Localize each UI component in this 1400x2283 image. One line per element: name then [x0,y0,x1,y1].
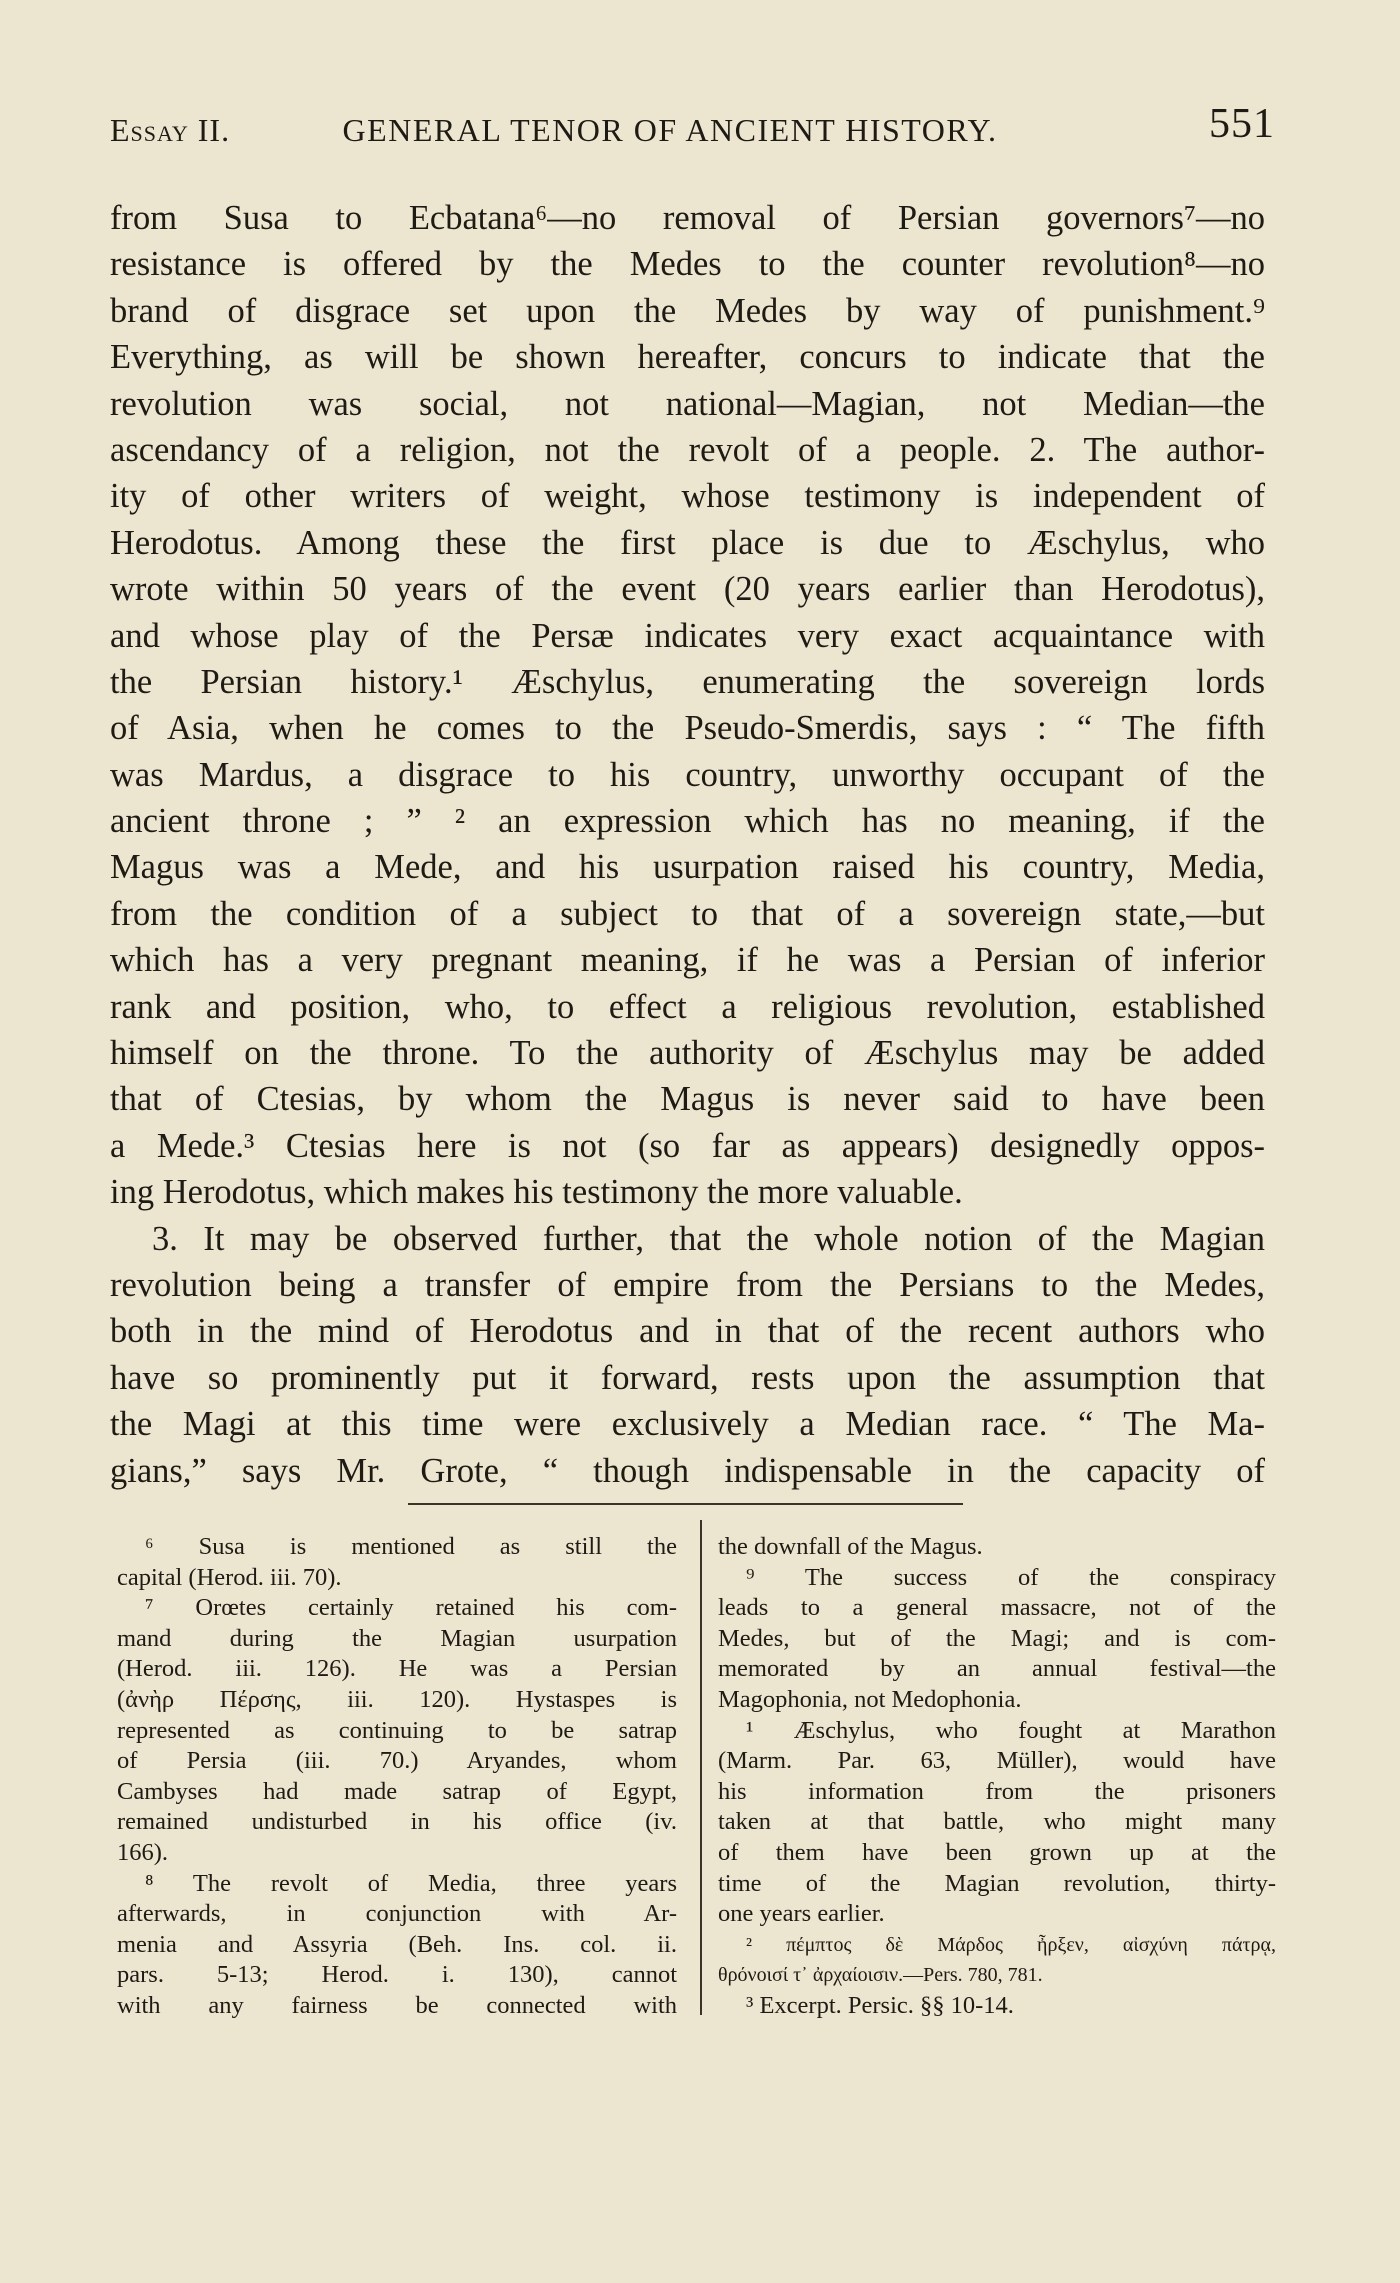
footnote-line: represented as continuing to be satrap [117,1716,677,1744]
page-number: 551 [1209,101,1275,147]
footnote-line: ² πέμπτος δὲ Μάρδος ἦρξεν, αἰσχύνη πάτρᾳ, [746,1933,1276,1956]
text-line: from Susa to Ecbatana⁶—no removal of Persian governors⁷—no [110,199,1265,237]
footnote-line: ¹ Æschylus, who fought at Marathon [746,1716,1276,1744]
footnotes-left-column [117,1532,677,2022]
footnote-line: 166). [117,1838,169,1866]
footnote-line: one years earlier. [718,1900,885,1928]
text-line: rank and position, who, to effect a religious revolution, established [110,987,1265,1026]
header-chapter-title: GENERAL TENOR OF ANCIENT HISTORY. [342,112,998,148]
text-line: that of Ctesias, by whom the Magus is never said to have been [110,1080,1265,1119]
text-line: gians,” says Mr. Grote, “ though indispensable in the capacity of [110,1451,1265,1490]
footnote-line: the downfall of the Magus. [718,1533,983,1560]
footnote-rule [408,1503,963,1505]
text-line: which has a very pregnant meaning, if he was a Persian of inferior [110,941,1265,980]
text-line: himself on the throne. To the authority of Æschylus may be added [110,1034,1265,1073]
footnote-line: pars. 5-13; Herod. i. 130), cannot [117,1961,677,1989]
footnote-line: his information from the prisoners [718,1777,1276,1805]
text-line: the Persian history.¹ Æschylus, enumerating the sovereign lords [110,662,1265,701]
footnote-line: taken at that battle, who might many [718,1808,1276,1836]
text-line: and whose play of the Persæ indicates very exact acquaintance with [110,616,1265,655]
text-line: Magus was a Mede, and his usurpation raised his country, Media, [110,848,1265,887]
text-line: ity of other writers of weight, whose testimony is independent of [110,477,1265,516]
text-line: both in the mind of Herodotus and in that of the recent authors who [110,1312,1265,1351]
text-line: ing Herodotus, which makes his testimony the more valuable. [110,1173,963,1212]
footnote-line: leads to a general massacre, not of the [718,1594,1276,1622]
text-line: brand of disgrace set upon the Medes by way of punishment.⁹ [110,291,1265,330]
footnote-line: Magophonia, not Medophonia. [718,1685,1022,1713]
footnote-line: capital (Herod. iii. 70). [117,1563,342,1591]
footnotes-right-column [718,1532,1276,2022]
footnote-line: of them have been grown up at the [718,1838,1276,1866]
text-line: wrote within 50 years of the event (20 years earlier than Herodotus), [110,570,1265,609]
text-line: Everything, as will be shown hereafter, concurs to indicate that the [110,338,1265,377]
main-text [110,195,1265,1494]
text-line: of Asia, when he comes to the Pseudo-Smerdis, says : “ The fifth [110,709,1265,748]
text-line: 3. It may be observed further, that the whole notion of the Magian [152,1219,1265,1258]
footnote-line: Cambyses had made satrap of Egypt, [117,1777,677,1805]
footnote-line: ⁶ Susa is mentioned as still the [145,1533,677,1560]
footnote-line: ⁹ The success of the conspiracy [746,1563,1276,1591]
text-line: resistance is offered by the Medes to the counter revolution⁸—no [110,245,1265,284]
text-line: from the condition of a subject to that of a sovereign state,—but [110,894,1265,933]
text-line: a Mede.³ Ctesias here is not (so far as appears) designedly oppos- [110,1126,1265,1165]
footnote-line: ³ Excerpt. Persic. §§ 10-14. [746,1991,1014,2019]
text-line: Herodotus. Among these the first place is due to Æschylus, who [110,523,1265,562]
footnote-line: menia and Assyria (Beh. Ins. col. ii. [117,1930,677,1958]
text-line: have so prominently put it forward, rests upon the assumption that [110,1358,1265,1397]
text-line: the Magi at this time were exclusively a Median race. “ The Ma- [110,1405,1265,1444]
text-line: ancient throne ; ” ² an expression which has no meaning, if the [110,802,1265,841]
text-line: ascendancy of a religion, not the revolt of a people. 2. The author- [110,430,1265,469]
footnote-line: (Herod. iii. 126). He was a Persian [117,1655,677,1683]
footnote-line: afterwards, in conjunction with Ar- [117,1900,677,1928]
footnote-line: Medes, but of the Magi; and is com- [718,1624,1276,1652]
footnote-column-divider [700,1520,702,2015]
footnote-line: ⁷ Orœtes certainly retained his com- [145,1594,677,1622]
footnote-line: (Marm. Par. 63, Müller), would have [718,1747,1276,1775]
footnote-line: with any fairness be connected with [117,1991,677,2019]
footnote-line: of Persia (iii. 70.) Aryandes, whom [117,1747,677,1775]
header-essay-label: Essay II. [110,112,231,148]
footnote-line: ⁸ The revolt of Media, three years [145,1869,677,1897]
footnote-line: memorated by an annual festival—the [718,1655,1276,1683]
footnote-line: mand during the Magian usurpation [117,1624,677,1652]
footnote-line: time of the Magian revolution, thirty- [718,1869,1276,1897]
footnote-line: remained undisturbed in his office (iv. [117,1808,677,1836]
footnote-line: θρόνοισί τ᾽ ἀρχαίοισιν.—Pers. 780, 781. [718,1964,1043,1987]
text-line: revolution was social, not national—Magian, not Median—the [110,384,1265,423]
text-line: was Mardus, a disgrace to his country, unworthy occupant of the [110,755,1265,794]
footnote-line: (ἀνὴρ Πέρσης, iii. 120). Hystaspes is [117,1685,677,1713]
text-line: revolution being a transfer of empire from the Persians to the Medes, [110,1265,1265,1304]
